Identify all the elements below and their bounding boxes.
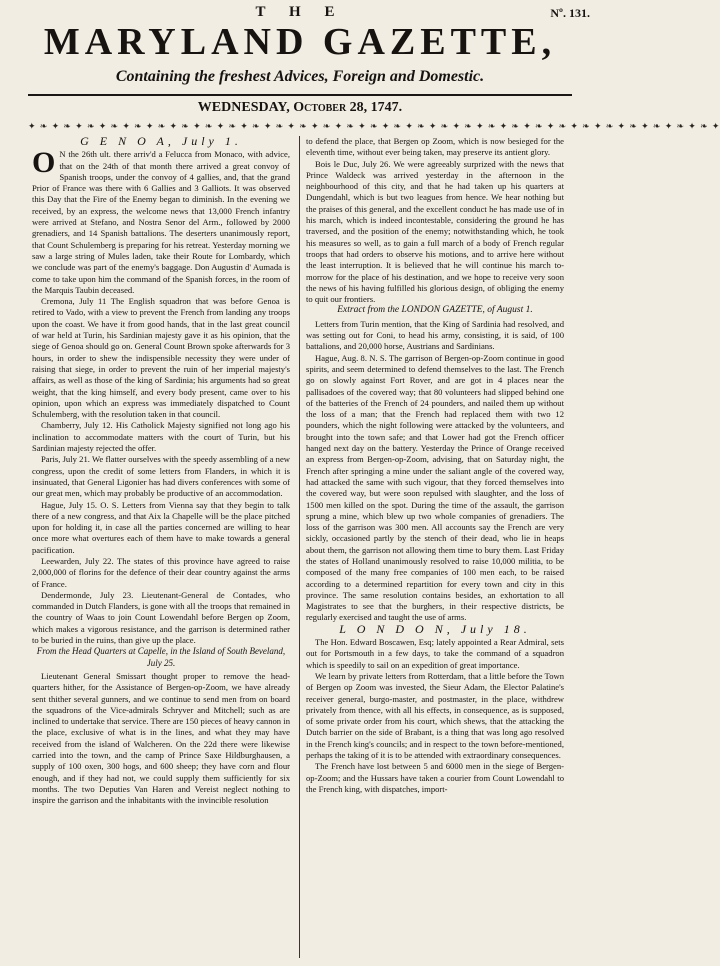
hague-paragraph-2: Hague, Aug. 8. N. S. The garrison of Bergen-op-Zoom continue in good spirits, and seem determined to defend themselves to the last. The French go on slowly against Fort Rover, and are got in 4 places near the pallisadoes of the covered way; that 80 volunteers had slipped behind one of the batteries of the French of 24 pounders, and nailed them up without the loss of a man; that the French had replaced them with two 12 pounders, which the night following were attacked by the volunteers, and brought into the town safe; and that Lower had got the French officer hanged next day on the battery. Yesterday the Prince of Orange received an express from Bergen-op-Zoom, advising, that on Saturday night, the French after springing a mine under the saliant angle of the covered way, had attacked the same with such vigour, that they forced themselves into the covered way, but were soon repulsed with slaughter, and the loss of 1500 men killed on the spot. During the time of the assault, the garrison sprung a mine, which blew up two whole companies of grenadiers. The loss of the garrison was 300 men. All accounts say the French are very sickly, occasioned partly by the stench of their dead, who lie in heaps about them, the garrison not allowing them time to bury them. Last Friday the states of Holland unanimously resolved to raise 10,000 militia, to be composed of the many free companies of 100 men each, to be raised according to a determined repartition for every town and city in this province. The same resolution contains besides, an exhortation to all Magistrates to see that the burghers, in their respective districts, be regularly exercised and taught the use of arms. (306, 352, 564, 623)
genoa-header: G E N O A, July 1. (80, 134, 242, 148)
ornament-border: ✦ ❧ ✦ ❧ ✦ ❧ ✦ ❧ ✦ ❧ ✦ ❧ ✦ ❧ ✦ ❧ ✦ ❧ ✦ ❧ ✦ ❧ ✦ ❧ ✦ ❧ ✦ ❧ ✦ ❧ ✦ ❧ ✦ ❧ ✦ ❧ ✦ ❧ ✦ ❧ ✦ ❧ ✦ ❧ ✦ ❧ ✦ ❧ ✦ ❧ ✦ ❧ ✦ ❧ ✦ ❧ ✦ ❧ ✦ (28, 121, 720, 131)
issue-date: WEDNESDAY, October 28, 1747. (197, 100, 403, 115)
dendermonde-paragraph: Dendermonde, July 23. Lieutenant-General de Contades, who commanded in Dutch Flanders, is gone with all the troops that remained in the country of Waas to join Count Lowendahl before Bergen op Zoom, which makes a vigorous resistance, and the garrison is determined rather to be buried in the ruins, than give up the place. (32, 589, 290, 646)
genoa-text: N the 26th ult. there arriv'd a Felucca from Monaco, with advice, that on the 24th of that month there arrived a great convoy of Spanish troops, under the convoy of 4 gallies, and, that the grand Prior of France was there with 6 Gallies and 3 Galliots. It was observed this Day that the Fire of the Enemy began to diminish. In the evening we received, by an express, the welcome news that 13,000 French infantry were arrived at Stefano, and Nostra Senor del Arm., followed by 2000 grenadiers, and 14 Spanish battalions. The deserters unanimously report, that Count Schulemberg is preparing for his retreat. Yesterday morning we saw a large string of Mules laden, take their Route for Lombardy, which we conclude was part of the enemy's baggage. Don Augustin d' Aumada is come to take upon him the command of the Spanish forces, in the room of the Marquis Taubin deceased. (32, 149, 290, 295)
london-header: L O N D O N, July 18. (339, 621, 531, 636)
french-losses-paragraph: The French have lost between 5 and 6000 men in the siege of Bergen-op-Zoom; and the Hussars have taken a courier from Count Lowendahl to the French king, with dispatches, import- (306, 761, 564, 794)
leewarden-paragraph: Leewarden, July 22. The states of this province have agreed to raise 2,000,000 of florins for the defence of their dear country against the arms of France. (32, 555, 290, 589)
right-column (306, 136, 564, 958)
headquarters-header: From the Head Quarters at Capelle, in the Island of South Beveland, July 25. (36, 646, 286, 668)
chamberry-paragraph: Chamberry, July 12. His Catholick Majesty signified not long ago his inclination to accommodate matters with the court of Turin, but his Sardinian majesty rejected the offer. (32, 420, 290, 454)
issue-number: Nº. 131. (550, 6, 590, 20)
genoa-paragraph (32, 146, 290, 296)
masthead-subtitle: Containing the freshest Advices, Foreign and Domestic. (115, 68, 485, 85)
hague-paragraph-1: Hague, July 15. O. S. Letters from Vienna say that they begin to talk there of a new congress, and that Aix la Chapelle will be the place pitched upon for holding it, in case all the parties concerned are willing to hear once more what overtures each of them have to make towards a general pacification. (32, 499, 290, 555)
left-column (32, 136, 290, 958)
bois-le-duc-paragraph: Bois le Duc, July 26. We were agreeably surprized with the news that Prince Waldeck was arrived yesterday in the afternoon in the neighbourhood of this city, and that he had taken up his quarters at Dungendahl, which is but two leagues from hence. We hear nothing but the praises of this general, and the excellent conduct he has made use of in his march, which is indeed incontestable, considering the ground he has traversed, and the position of the enemy; notwithstanding which, he took his measures so well, as to gain a full march of a body of French regular troops that had orders to observe his motions, and to arrive here without the least interruption. It is believed that he will continue his march to-morrow for the place of his destination, and we hope to receive very soon the news of his having fulfilled his glorious design, of obliging the enemy to quit our frontiers. (306, 158, 564, 305)
header-rule-top (28, 94, 572, 96)
column-divider (299, 136, 300, 958)
masthead-title: MARYLAND GAZETTE, (43, 21, 557, 63)
turin-paragraph: Letters from Turin mention, that the King of Sardinia had resolved, and was setting out for Coni, to head his army, consisting, it is said, of 100 battalions, and 20,000 horse, Austrians and Sardinians. (306, 318, 564, 352)
boscawen-paragraph: The Hon. Edward Boscawen, Esq; lately appointed a Rear Admiral, sets out for Portsmouth in a few days, to take the command of a squadron which is speedily to sail on an expedition of great importance. (306, 637, 564, 670)
extract-header: Extract from the LONDON GAZETTE, of August 1. (337, 305, 533, 316)
paris-paragraph: Paris, July 21. We flatter ourselves with the speedy assembling of a new congress, upon the credit of some letters from Flanders, in which it is insinuated, that General Ligonier has had divers conferences with some of our great men, which may probably be productive of an accommodation. (32, 454, 290, 499)
drop-cap: O (32, 146, 56, 180)
masthead-the: T H E (255, 4, 345, 20)
continuation-paragraph: to defend the place, that Bergen op Zoom, which is now besieged for the eleventh time, without ever being taken, may preserve its antient glory. (306, 136, 564, 158)
rotterdam-paragraph: We learn by private letters from Rotterdam, that a little before the Town of Bergen op Zoom was invested, the Sieur Adam, the Elector Palatine's receiver general, burgo-master, and postmaster, in the place, withdrew privately from thence, with all his effects, in consequence, as is supposed, of some private order from his court, which shews, that the attacking the Dutch barrier on the side of Brabant, is a thing that was long ago resolved in the French king's councils; and in respect to the town before-mentioned, perhaps the taking of it is to be attended with extraordinary consequences. (306, 670, 564, 761)
cremona-paragraph: Cremona, July 11 The English squadron that was before Genoa is retired to Vado, with a view to prevent the French from landing any troops upon the coast. We have it from good hands, that in the last great council of war held at Turin, his Sardinian majesty gave it as his opinion, that the siege of Genoa should go on. General Count Brown spoke afterwards for 3 hours, in order to shew the indispensible necessity they were under of raising that siege, in order to prevent the ruin of her imperial majesty's affairs, as well as those of the king of Sardinia; his arguments had so great weight, that the king himself, and every body present, came over to his opinion, upon which an express was immediately dispatched to Count Schulemberg, with the resolution taken in that council. (32, 296, 290, 420)
headquarters-paragraph: Lieutenant General Smissart thought proper to remove the head-quarters hither, for the Assistance of Bergen-op-Zoom, we have already sent thither several gunners, and we continue to send men from on board the squadrons of the Vice-admirals Schryver and Mitchell; such as are inclined to undertake that service. There are 150 pieces of heavy cannon in the place, exclusive of what is in the lines, and what they may have received from the island of Walcheren. On the 22d there were likewise carried into the town, and the camp of Prince Saxe Hildburghausen, a supply of 100 oxen, 300 hogs, and 600 sheep; they have corn and flour enough, and if they had not, we could supply them sufficiently for six months. The two Deputies Van Haren and Vereist neglect nothing to inspire the garrison and the inhabitants with the invincible resolution (32, 670, 290, 806)
